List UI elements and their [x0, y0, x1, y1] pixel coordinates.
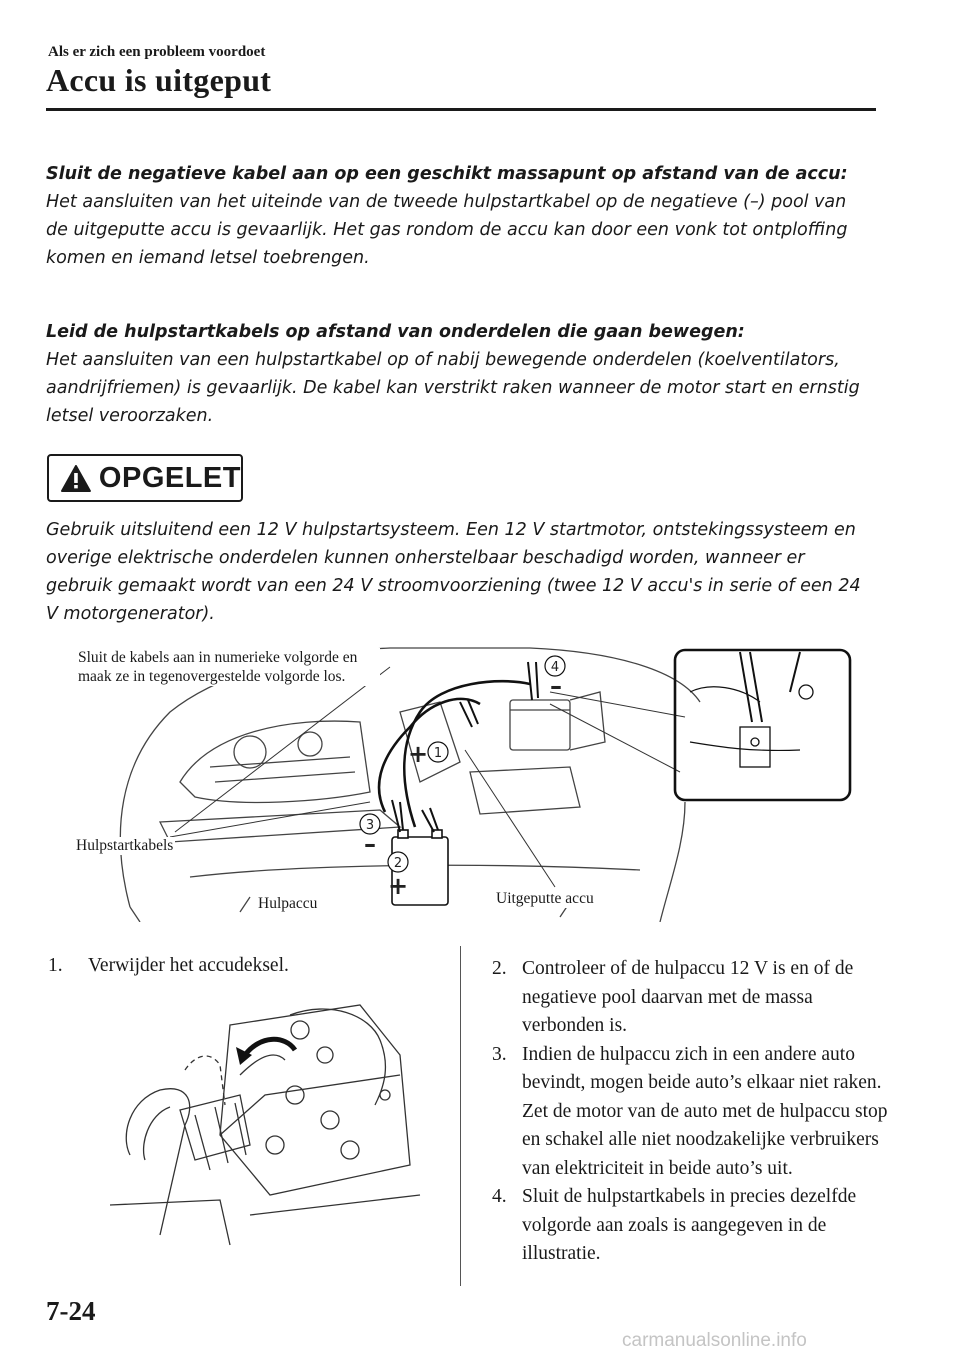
caution-body: Gebruik uitsluitend een 12 V hulpstartsysteem. Een 12 V startmotor, ontstekingssysteem en overige elektrische onderdelen kunnen onherstelbaar beschadigd worden, wanneer er gebruik gemaakt wordt van een 24 V stroomvoorziening (twee 12 V accu's in serie of een 24 V motorgenerator). [46, 520, 861, 624]
battery-cover-illustration [100, 995, 440, 1250]
figure-note: Sluit de kabels aan in numerieke volgorde en maak ze in tegenovergestelde volgorde los. [76, 648, 380, 686]
warning-heading: Sluit de negatieve kabel aan op een geschikt massapunt op afstand van de accu: [46, 164, 848, 184]
steps-list [492, 955, 892, 1269]
step-text: Verwijder het accudeksel. [88, 955, 289, 976]
marker-sign: + [387, 872, 409, 900]
step-number: 2. [492, 958, 507, 979]
section-label: Als er zich een probleem voordoet [48, 44, 266, 60]
step-number: 3. [492, 1043, 507, 1065]
marker-number: 2 [393, 856, 403, 871]
marker-number: 1 [433, 746, 443, 761]
marker-number: 4 [550, 660, 560, 675]
watermark: carmanualsonline.info [622, 1330, 807, 1351]
step-number: 4. [492, 1186, 507, 1207]
figure-label-booster-battery: Hulpaccu [258, 895, 318, 912]
caution-box [47, 454, 243, 502]
step-text: Sluit de hulpstartkabels in precies dezelfde volgorde aan zoals is aangegeven in de illustratie. [522, 1186, 857, 1264]
warning-triangle-icon [61, 465, 91, 492]
marker-sign: + [407, 740, 429, 768]
warning-paragraph-ground [46, 160, 866, 272]
marker-sign: – [550, 672, 562, 700]
step-text: Indien de hulpaccu zich in een andere auto bevindt, mogen beide auto’s elkaar niet raken. Zet de motor van de auto met de hulpaccu stop en schakel alle niet noodzakelijke verbruikers van elektriciteit in beide auto’s uit. [522, 1043, 888, 1179]
header-rule [46, 108, 876, 111]
step-2 [492, 955, 892, 1041]
step-number: 1. [48, 955, 63, 976]
warning-paragraph-moving-parts [46, 318, 866, 430]
step-3 [492, 1041, 892, 1184]
marker-number: 3 [365, 818, 375, 833]
warning-heading: Leid de hulpstartkabels op afstand van onderdelen die gaan bewegen: [46, 322, 745, 342]
figure-label-dead-battery: Uitgeputte accu [496, 890, 594, 907]
marker-sign: – [364, 830, 376, 858]
step-4 [492, 1183, 892, 1269]
chapter-title: Accu is uitgeput [46, 62, 272, 98]
figure-label-cables: Hulpstartkabels [76, 837, 174, 854]
page-number: 7-24 [46, 1296, 96, 1326]
warning-body: Het aansluiten van het uiteinde van de tweede hulpstartkabel op de negatieve (–) pool van de uitgeputte accu is gevaarlijk. Het gas rondom de accu kan door een vonk tot ontploffing komen en iemand letsel toebrengen. [46, 192, 848, 268]
step-1 [48, 955, 289, 977]
caution-label: OPGELET [98, 461, 241, 494]
step-text: Controleer of de hulpaccu 12 V is en of de negatieve pool daarvan met de massa verbonden is. [522, 958, 854, 1036]
warning-body: Het aansluiten van een hulpstartkabel op of nabij bewegende onderdelen (koelventilators, aandrijfriemen) is gevaarlijk. De kabel kan verstrikt raken wanneer de motor start en ernstig letsel veroorzaken. [46, 350, 860, 426]
column-divider [460, 946, 461, 1286]
